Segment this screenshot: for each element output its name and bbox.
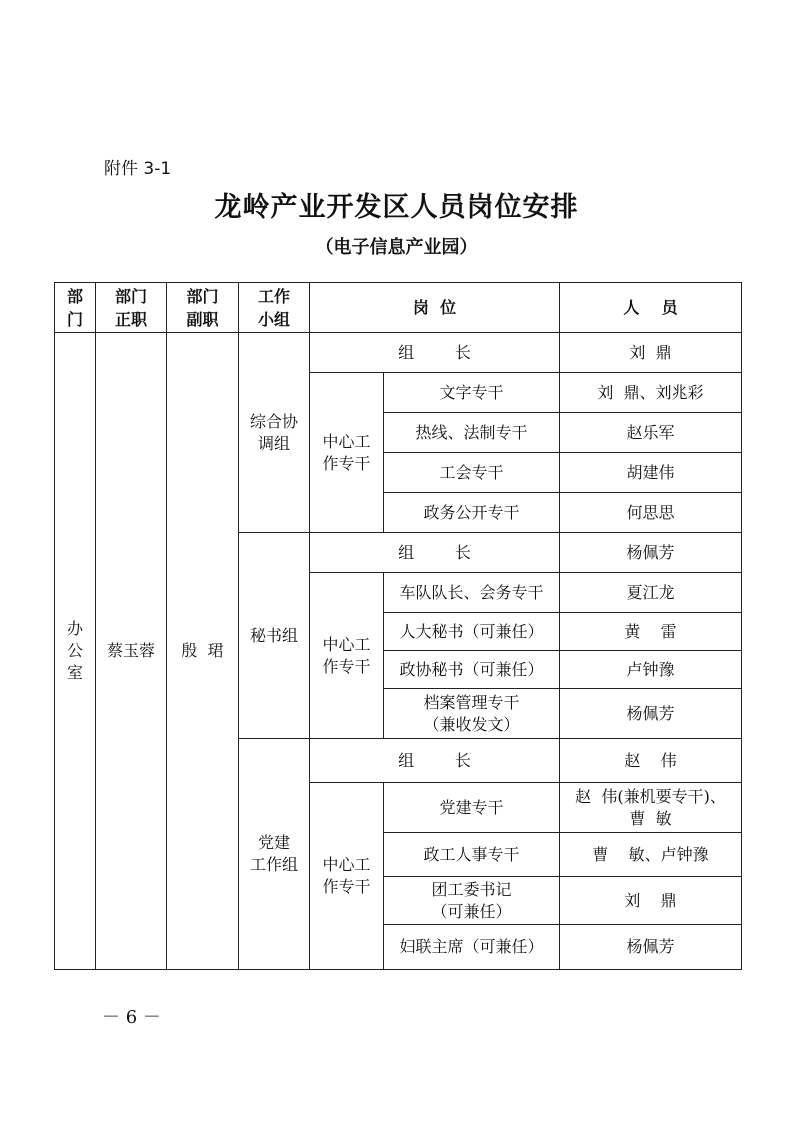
leader-label: 组 长 bbox=[310, 533, 560, 573]
header-position: 岗 位 bbox=[310, 283, 560, 333]
header-person: 人 员 bbox=[560, 283, 742, 333]
post-person: 赵乐军 bbox=[560, 413, 742, 453]
table-row bbox=[55, 333, 742, 373]
post-person: 黄 雷 bbox=[560, 613, 742, 651]
staff-table bbox=[54, 282, 742, 970]
annex-label: 附件 3-1 bbox=[104, 159, 172, 179]
post-person: 刘 鼎、刘兆彩 bbox=[560, 373, 742, 413]
table-header-row bbox=[55, 283, 742, 333]
leader-label: 组 长 bbox=[310, 739, 560, 783]
post-person: 杨佩芳 bbox=[560, 689, 742, 739]
header-dept-deputy: 部门 副职 bbox=[167, 283, 239, 333]
post-person: 胡建伟 bbox=[560, 453, 742, 493]
post-name: 热线、法制专干 bbox=[384, 413, 560, 453]
post-name: 政工人事专干 bbox=[384, 833, 560, 877]
dept-deputy: 殷 珺 bbox=[167, 333, 239, 970]
dept-name: 办 公 室 bbox=[55, 333, 96, 970]
post-person: 曹 敏、卢钟豫 bbox=[560, 833, 742, 877]
post-name: 工会专干 bbox=[384, 453, 560, 493]
post-name: 妇联主席（可兼任） bbox=[384, 925, 560, 970]
center-label: 中心工 作专干 bbox=[310, 573, 384, 739]
post-name: 人大秘书（可兼任） bbox=[384, 613, 560, 651]
center-label: 中心工 作专干 bbox=[310, 373, 384, 533]
post-person: 夏江龙 bbox=[560, 573, 742, 613]
leader-label: 组 长 bbox=[310, 333, 560, 373]
header-group: 工作 小组 bbox=[239, 283, 310, 333]
document-title: 龙岭产业开发区人员岗位安排 bbox=[214, 192, 579, 223]
post-name: 文字专干 bbox=[384, 373, 560, 413]
post-person: 赵 伟(兼机要专干)、 曹 敏 bbox=[560, 783, 742, 833]
document-subtitle: （电子信息产业园） bbox=[315, 237, 478, 258]
post-name: 政务公开专干 bbox=[384, 493, 560, 533]
header-dept-head: 部门 正职 bbox=[96, 283, 167, 333]
leader-person: 刘 鼎 bbox=[560, 333, 742, 373]
center-label: 中心工 作专干 bbox=[310, 783, 384, 970]
post-person: 刘 鼎 bbox=[560, 877, 742, 925]
post-person: 何思思 bbox=[560, 493, 742, 533]
leader-person: 赵 伟 bbox=[560, 739, 742, 783]
post-name: 团工委书记 （可兼任） bbox=[384, 877, 560, 925]
group-name: 党建 工作组 bbox=[239, 739, 310, 970]
post-name: 档案管理专干 （兼收发文） bbox=[384, 689, 560, 739]
dept-head: 蔡玉蓉 bbox=[96, 333, 167, 970]
post-person: 卢钟豫 bbox=[560, 651, 742, 689]
group-name: 综合协 调组 bbox=[239, 333, 310, 533]
post-name: 党建专干 bbox=[384, 783, 560, 833]
leader-person: 杨佩芳 bbox=[560, 533, 742, 573]
post-person: 杨佩芳 bbox=[560, 925, 742, 970]
header-dept: 部 门 bbox=[55, 283, 96, 333]
page-number: － 6 － bbox=[102, 1007, 161, 1028]
post-name: 政协秘书（可兼任） bbox=[384, 651, 560, 689]
group-name: 秘书组 bbox=[239, 533, 310, 739]
post-name: 车队队长、会务专干 bbox=[384, 573, 560, 613]
